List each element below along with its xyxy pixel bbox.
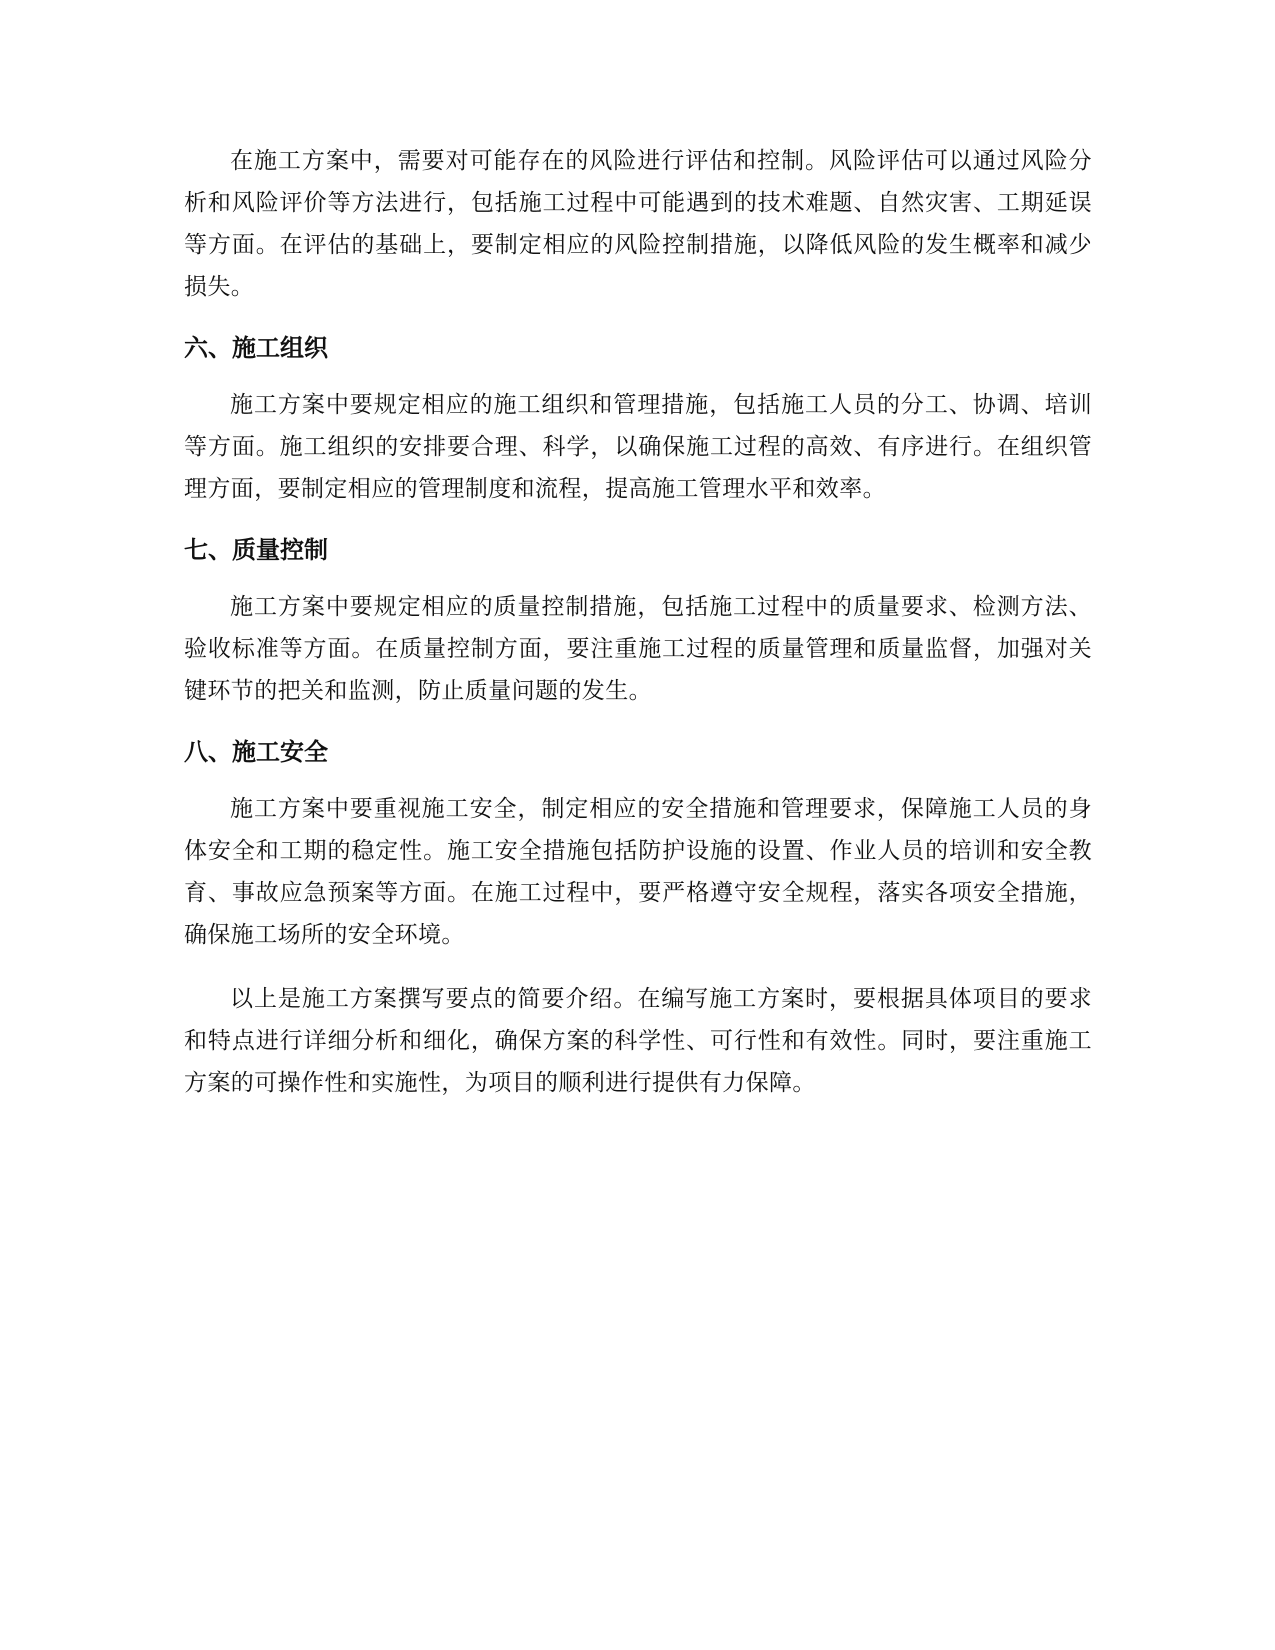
section-paragraph: 施工方案中要规定相应的质量控制措施，包括施工过程中的质量要求、检测方法、验收标准等方面。在质量控制方面，要注重施工过程的质量管理和质量监督，加强对关键环节的把关和监测，防止质量问题的发生。 [184,594,1092,704]
section-construction-organization [184,330,1092,510]
intro-paragraph: 在施工方案中，需要对可能存在的风险进行评估和控制。风险评估可以通过风险分析和风险评价等方法进行，包括施工过程中可能遇到的技术难题、自然灾害、工期延误等方面。在评估的基础上，要制定相应的风险控制措施，以降低风险的发生概率和减少损失。 [184,148,1092,300]
section-paragraph: 施工方案中要重视施工安全，制定相应的安全措施和管理要求，保障施工人员的身体安全和工期的稳定性。施工安全措施包括防护设施的设置、作业人员的培训和安全教育、事故应急预案等方面。在施工过程中，要严格遵守安全规程，落实各项安全措施，确保施工场所的安全环境。 [184,796,1092,948]
conclusion-paragraph: 以上是施工方案撰写要点的简要介绍。在编写施工方案时，要根据具体项目的要求和特点进行详细分析和细化，确保方案的科学性、可行性和有效性。同时，要注重施工方案的可操作性和实施性，为项目的顺利进行提供有力保障。 [184,986,1092,1096]
section-heading: 六、施工组织 [184,334,328,362]
section-construction-safety [184,734,1092,956]
section-heading: 八、施工安全 [184,738,328,766]
section-paragraph: 施工方案中要规定相应的施工组织和管理措施，包括施工人员的分工、协调、培训等方面。施工组织的安排要合理、科学，以确保施工过程的高效、有序进行。在组织管理方面，要制定相应的管理制度和流程，提高施工管理水平和效率。 [184,392,1092,502]
section-heading: 七、质量控制 [184,536,328,564]
document-body [184,140,1092,1126]
section-quality-control [184,532,1092,712]
